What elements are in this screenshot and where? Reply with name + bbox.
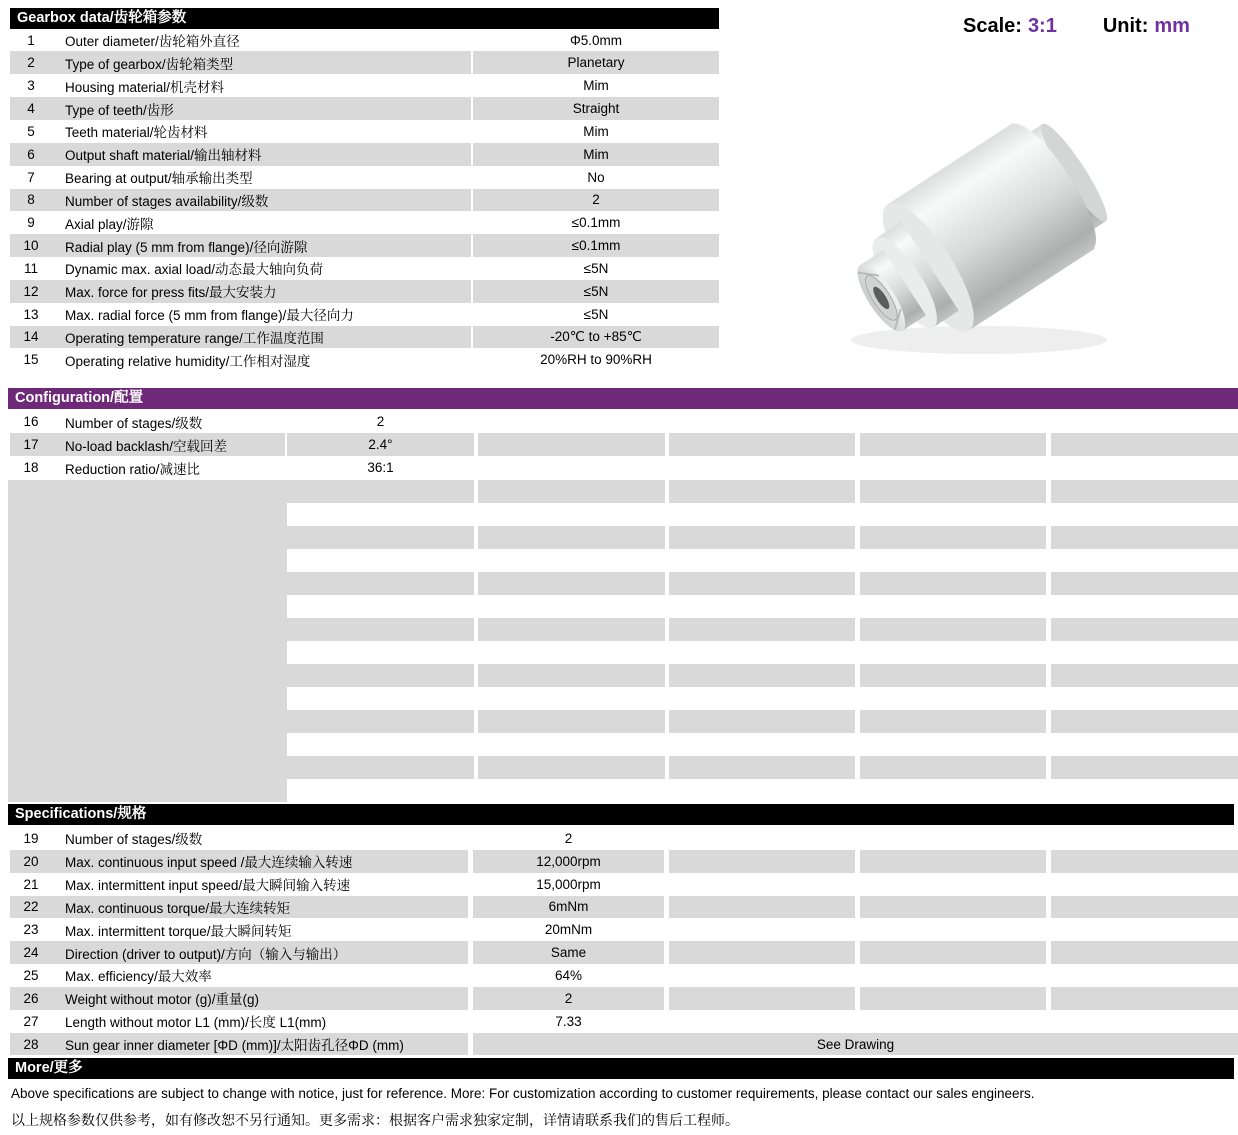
row-label: Housing material/机壳材料 <box>65 79 225 95</box>
row-label: Reduction ratio/减速比 <box>65 461 201 477</box>
configuration-table <box>10 411 1238 480</box>
scale-label: Scale: <box>963 15 1022 37</box>
row-value: Planetary <box>473 51 719 74</box>
table-row <box>10 97 719 120</box>
table-row <box>10 143 719 166</box>
row-value: Φ5.0mm <box>569 32 623 48</box>
row-value: 36:1 <box>367 460 394 476</box>
row-value: 2 <box>376 414 385 430</box>
table-row <box>10 303 719 326</box>
row-number: 7 <box>27 169 35 185</box>
table-row <box>10 1010 1238 1033</box>
table-row <box>10 326 719 349</box>
row-value: ≤5N <box>583 260 609 276</box>
table-row <box>10 29 719 52</box>
row-value: 2.4° <box>287 433 474 456</box>
row-label: Weight without motor (g)/重量(g) <box>65 992 260 1008</box>
row-number: 28 <box>23 1036 39 1052</box>
row-value: Mim <box>583 78 609 94</box>
row-number: 15 <box>23 352 39 368</box>
row-value: ≤5N <box>583 306 609 322</box>
section-header-gearbox-data: Gearbox data/齿轮箱参数 <box>10 8 719 29</box>
row-value: ≤5N <box>473 280 719 303</box>
table-row <box>10 1033 1238 1056</box>
row-label: Number of stages/级数 <box>65 832 203 848</box>
table-row <box>10 918 1238 941</box>
row-label: Max. intermittent input speed/最大瞬间输入转速 <box>65 878 351 894</box>
table-row <box>10 211 719 234</box>
row-value: 20mNm <box>544 922 593 938</box>
row-number: 24 <box>23 945 39 961</box>
row-label: Operating relative humidity/工作相对湿度 <box>65 353 311 369</box>
empty-row <box>287 526 1238 549</box>
row-number: 6 <box>27 146 35 162</box>
table-row <box>10 411 1238 434</box>
table-row <box>10 348 719 371</box>
row-number: 18 <box>23 460 39 476</box>
row-number: 8 <box>27 192 35 208</box>
row-value: 2 <box>473 987 664 1010</box>
row-number: 16 <box>23 414 39 430</box>
row-label: Max. efficiency/最大效率 <box>65 969 212 985</box>
specifications-table <box>10 827 1238 1055</box>
section-header-more: More/更多 <box>8 1058 1234 1079</box>
row-number: 13 <box>23 306 39 322</box>
row-label: Max. continuous input speed /最大连续输入转速 <box>65 855 353 871</box>
row-number: 10 <box>23 238 39 254</box>
row-value: 2 <box>473 189 719 212</box>
row-value: Same <box>473 941 664 964</box>
table-row <box>10 51 719 74</box>
row-number: 11 <box>23 260 38 276</box>
row-number: 3 <box>27 78 35 94</box>
row-label: Type of gearbox/齿轮箱类型 <box>65 56 234 72</box>
row-label: Axial play/游隙 <box>65 216 154 232</box>
empty-row <box>287 756 1238 779</box>
row-value: 6mNm <box>473 896 664 919</box>
row-value: 12,000rpm <box>473 850 664 873</box>
row-value: 15,000rpm <box>536 876 601 892</box>
row-number: 23 <box>23 922 39 938</box>
row-label: Max. radial force (5 mm from flange)/最大径向力 <box>65 308 354 324</box>
row-number: 9 <box>27 215 35 231</box>
table-row <box>10 189 719 212</box>
empty-row <box>287 480 1238 503</box>
table-row <box>10 433 1238 456</box>
row-label: Operating temperature range/工作温度范围 <box>65 330 324 346</box>
unit-label: Unit: <box>1102 15 1149 37</box>
row-label: Max. force for press fits/最大安装力 <box>65 285 277 301</box>
row-label: Teeth material/轮齿材料 <box>65 125 208 141</box>
scale-unit-header <box>963 15 1190 38</box>
empty-row <box>287 710 1238 733</box>
row-label: Dynamic max. axial load/动态最大轴向负荷 <box>65 262 324 278</box>
table-row <box>10 280 719 303</box>
section-header-configuration: Configuration/配置 <box>8 388 1238 409</box>
section-header-specifications: Specifications/规格 <box>8 804 1234 825</box>
table-row <box>10 941 1238 964</box>
row-value: 64% <box>554 967 583 983</box>
row-value: ≤0.1mm <box>571 215 621 231</box>
row-value: -20℃ to +85℃ <box>473 326 719 349</box>
row-number: 12 <box>23 283 39 299</box>
gearbox-data-table <box>10 29 719 372</box>
table-row <box>10 964 1238 987</box>
row-label: Output shaft material/输出轴材料 <box>65 148 262 164</box>
scale-value: 3:1 <box>1027 15 1057 37</box>
table-row <box>10 120 719 143</box>
row-label: Number of stages/级数 <box>65 415 203 431</box>
table-row <box>10 257 719 280</box>
row-number: 22 <box>23 899 39 915</box>
row-label: Type of teeth/齿形 <box>65 102 174 118</box>
empty-config-label-block <box>8 480 287 802</box>
row-number: 19 <box>23 830 39 846</box>
row-value: 20%RH to 90%RH <box>540 352 652 368</box>
row-number: 25 <box>23 967 39 983</box>
row-label: Max. continuous torque/最大连续转矩 <box>65 900 291 916</box>
row-number: 1 <box>27 32 35 48</box>
row-value: See Drawing <box>473 1033 1238 1056</box>
row-label: Direction (driver to output)/方向（输入与输出） <box>65 946 347 962</box>
row-label: Bearing at output/轴承输出类型 <box>65 171 253 187</box>
row-label: Max. intermittent torque/最大瞬间转矩 <box>65 923 292 939</box>
row-value: ≤0.1mm <box>473 234 719 257</box>
row-number: 20 <box>23 853 39 869</box>
row-value: Mim <box>583 123 609 139</box>
table-row <box>10 827 1238 850</box>
row-value: 7.33 <box>555 1013 582 1029</box>
row-number: 2 <box>27 55 35 71</box>
table-row <box>10 873 1238 896</box>
row-label: Length without motor L1 (mm)/长度 L1(mm) <box>65 1015 327 1031</box>
table-row <box>10 234 719 257</box>
row-label: Sun gear inner diameter [ΦD (mm)]/太阳齿孔径ΦD (mm) <box>65 1038 404 1054</box>
empty-row <box>287 664 1238 687</box>
unit-value: mm <box>1154 15 1190 37</box>
footer-note-chinese: 以上规格参数仅供参考，如有修改恕不另行通知。更多需求：根据客户需求独家定制，详情请联系我们的售后工程师。 <box>11 1112 739 1128</box>
planetary-gearbox-render <box>824 88 1160 364</box>
row-number: 26 <box>23 990 39 1006</box>
footer-note-english: Above specifications are subject to change with notice, just for reference. More: For customization according to customer requirements, please contact our sales engineers. <box>11 1086 1035 1101</box>
row-number: 5 <box>27 123 35 139</box>
row-number: 27 <box>23 1013 39 1029</box>
row-label: Radial play (5 mm from flange)/径向游隙 <box>65 239 308 255</box>
table-row <box>10 850 1238 873</box>
row-value: No <box>587 169 605 185</box>
table-row <box>10 896 1238 919</box>
table-row <box>10 74 719 97</box>
row-number: 4 <box>27 101 35 117</box>
empty-row <box>287 618 1238 641</box>
row-value: Straight <box>473 97 719 120</box>
row-value: 2 <box>564 830 573 846</box>
row-number: 21 <box>23 876 39 892</box>
table-row <box>10 456 1238 479</box>
table-row <box>10 166 719 189</box>
empty-row <box>287 572 1238 595</box>
row-number: 14 <box>23 329 39 345</box>
gearbox-3d-image <box>824 88 1160 364</box>
row-value: Mim <box>473 143 719 166</box>
row-number: 17 <box>23 437 39 453</box>
row-label: Outer diameter/齿轮箱外直径 <box>65 34 240 50</box>
row-label: Number of stages availability/级数 <box>65 193 269 209</box>
table-row <box>10 987 1238 1010</box>
row-label: No-load backlash/空载回差 <box>65 438 228 454</box>
